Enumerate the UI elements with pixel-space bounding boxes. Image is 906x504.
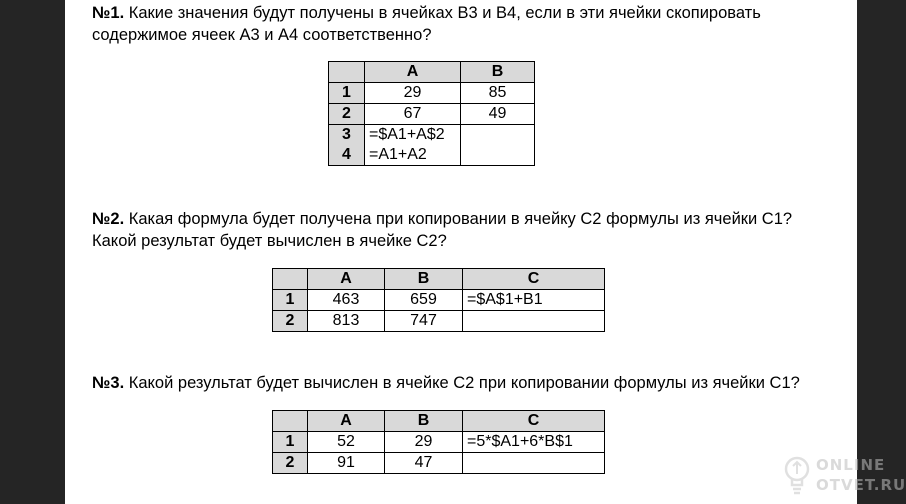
column-header: B bbox=[385, 269, 463, 290]
table-row bbox=[273, 453, 605, 474]
row-header: 2 bbox=[329, 104, 365, 125]
column-header: B bbox=[385, 411, 463, 432]
row-header: 3 bbox=[329, 125, 365, 146]
table-cell: 463 bbox=[308, 290, 385, 311]
task1-line1: Какие значения будут получены в ячейках B3 и B4, если в эти ячейки скопировать bbox=[124, 4, 761, 22]
task3-table bbox=[272, 410, 605, 474]
corner-cell bbox=[273, 269, 308, 290]
table-row bbox=[329, 83, 535, 104]
row-header: 4 bbox=[329, 145, 365, 166]
lightbulb-icon bbox=[782, 452, 812, 500]
row-header: 2 bbox=[273, 453, 308, 474]
column-header: B bbox=[461, 62, 535, 83]
table-cell: =$A$1+B1 bbox=[463, 290, 605, 311]
table-cell bbox=[463, 311, 605, 332]
table-cell: 52 bbox=[308, 432, 385, 453]
table-cell: =$A1+A$2 bbox=[365, 125, 461, 146]
table-cell: =A1+A2 bbox=[365, 145, 461, 166]
column-header: C bbox=[463, 269, 605, 290]
table-cell: 747 bbox=[385, 311, 463, 332]
table-cell: 67 bbox=[365, 104, 461, 125]
table-cell: 659 bbox=[385, 290, 463, 311]
row-header: 1 bbox=[329, 83, 365, 104]
task3-line1: Какой результат будет вычислен в ячейке C2 при копировании формулы из ячейки C1? bbox=[124, 374, 800, 392]
task1-table bbox=[328, 61, 535, 166]
task2-line2: Какой результат будет вычислен в ячейке C2? bbox=[92, 232, 447, 250]
table-row bbox=[273, 311, 605, 332]
table-row bbox=[329, 104, 535, 125]
watermark bbox=[782, 452, 906, 500]
table-cell: 813 bbox=[308, 311, 385, 332]
column-header: C bbox=[463, 411, 605, 432]
table-header-row bbox=[329, 62, 535, 83]
table-cell bbox=[461, 145, 535, 166]
task1-text bbox=[92, 2, 761, 46]
task1-line2: содержимое ячеек A3 и A4 соответственно? bbox=[92, 26, 432, 44]
column-header: A bbox=[308, 411, 385, 432]
task3-text bbox=[92, 372, 800, 394]
table-row bbox=[329, 125, 535, 146]
table-cell bbox=[461, 125, 535, 146]
task2-table bbox=[272, 268, 605, 332]
row-header: 2 bbox=[273, 311, 308, 332]
table-cell: 85 bbox=[461, 83, 535, 104]
table-header-row bbox=[273, 269, 605, 290]
column-header: A bbox=[308, 269, 385, 290]
row-header: 1 bbox=[273, 290, 308, 311]
table-cell: 29 bbox=[365, 83, 461, 104]
table-cell: =5*$A1+6*B$1 bbox=[463, 432, 605, 453]
task2-text bbox=[92, 208, 792, 252]
task3-number: №3. bbox=[92, 374, 125, 392]
table-cell: 47 bbox=[385, 453, 463, 474]
table-row bbox=[273, 290, 605, 311]
column-header: A bbox=[365, 62, 461, 83]
table-cell: 29 bbox=[385, 432, 463, 453]
table-row bbox=[329, 145, 535, 166]
table-cell bbox=[463, 453, 605, 474]
row-header: 1 bbox=[273, 432, 308, 453]
table-cell: 49 bbox=[461, 104, 535, 125]
document-page bbox=[65, 0, 857, 504]
watermark-line1: ONLINE bbox=[816, 456, 886, 474]
table-header-row bbox=[273, 411, 605, 432]
table-cell: 91 bbox=[308, 453, 385, 474]
table-row bbox=[273, 432, 605, 453]
task2-line1: Какая формула будет получена при копировании в ячейку C2 формулы из ячейки C1? bbox=[124, 210, 793, 228]
corner-cell bbox=[273, 411, 308, 432]
task2-number: №2. bbox=[92, 210, 125, 228]
task1-number: №1. bbox=[92, 4, 125, 22]
watermark-line2: OTVET.RU bbox=[816, 476, 906, 494]
corner-cell bbox=[329, 62, 365, 83]
